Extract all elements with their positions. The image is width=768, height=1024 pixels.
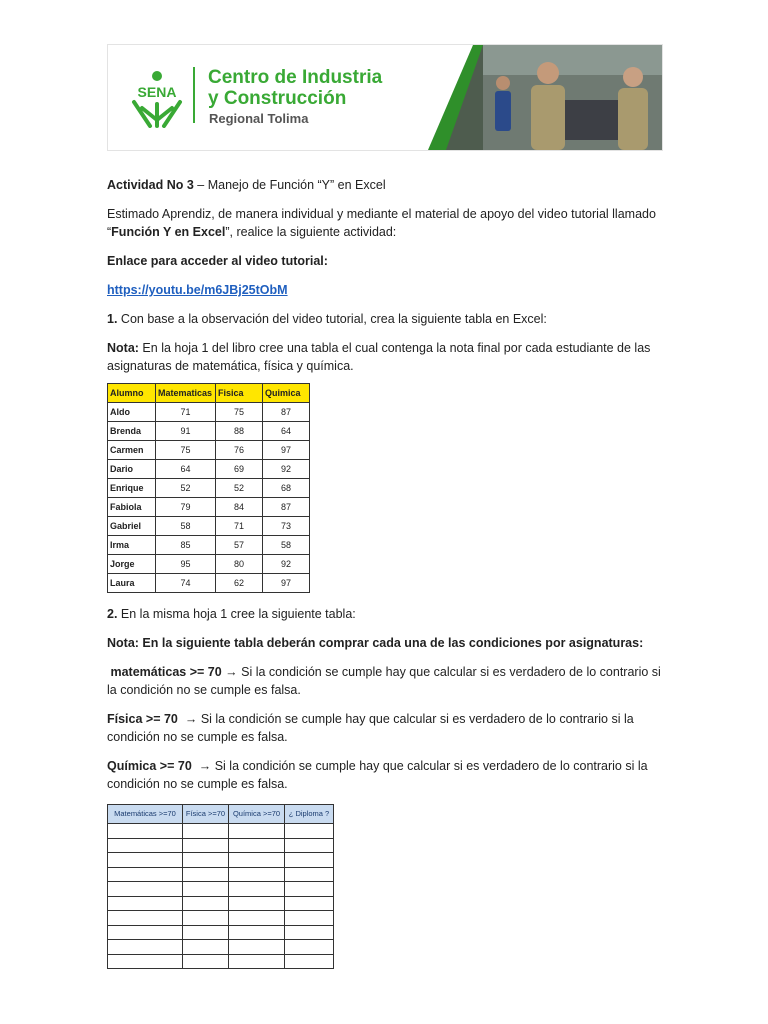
table-row — [108, 422, 310, 441]
empty-cell — [229, 838, 285, 853]
empty-cell — [229, 925, 285, 940]
table-row — [108, 824, 334, 839]
grade-cell: 74 — [156, 574, 216, 593]
grades-table — [107, 383, 310, 593]
col-header: Fisica — [216, 384, 263, 403]
table-row — [108, 925, 334, 940]
empty-cell — [285, 911, 334, 926]
empty-cell — [108, 867, 183, 882]
student-name: Fabiola — [108, 498, 156, 517]
activity-title: Actividad No 3 – Manejo de Función “Y” en Excel — [107, 178, 386, 192]
table-row — [108, 460, 310, 479]
grade-cell: 58 — [156, 517, 216, 536]
table-row — [108, 896, 334, 911]
empty-cell — [285, 925, 334, 940]
header-banner — [107, 44, 663, 151]
empty-cell — [108, 882, 183, 897]
condition-math: matemáticas >= 70 → Si la condición se cumple hay que calcular si es verdadero de lo contrario si la condición no se cumple es falsa. — [107, 665, 661, 697]
grade-cell: 87 — [263, 403, 310, 422]
empty-cell — [285, 867, 334, 882]
grade-cell: 52 — [156, 479, 216, 498]
grade-cell: 64 — [156, 460, 216, 479]
note-1: Nota: En la hoja 1 del libro cree una tabla el cual contenga la nota final por cada estudiante de las asignaturas de matemática, física y química. — [107, 341, 651, 373]
table-row — [108, 867, 334, 882]
empty-cell — [229, 954, 285, 969]
grade-cell: 95 — [156, 555, 216, 574]
empty-cell — [229, 911, 285, 926]
grade-cell: 84 — [216, 498, 263, 517]
empty-cell — [183, 954, 229, 969]
empty-cell — [108, 940, 183, 955]
conditions-table — [107, 804, 334, 969]
empty-cell — [183, 911, 229, 926]
grade-cell: 71 — [216, 517, 263, 536]
empty-cell — [229, 896, 285, 911]
table-row — [108, 574, 310, 593]
empty-cell — [108, 853, 183, 868]
regional-name: Regional Tolima — [209, 111, 309, 126]
empty-cell — [183, 925, 229, 940]
empty-cell — [183, 853, 229, 868]
student-name: Gabriel — [108, 517, 156, 536]
empty-cell — [183, 940, 229, 955]
video-link[interactable]: https://youtu.be/m6JBj25tObM — [107, 283, 288, 297]
table-row — [108, 838, 334, 853]
grade-cell: 80 — [216, 555, 263, 574]
student-name: Carmen — [108, 441, 156, 460]
center-name: Centro de Industria y Construcción — [208, 67, 383, 109]
grade-cell: 97 — [263, 574, 310, 593]
table-row — [108, 479, 310, 498]
table-row — [108, 911, 334, 926]
grade-cell: 52 — [216, 479, 263, 498]
header-divider — [193, 67, 195, 123]
table-row — [108, 517, 310, 536]
empty-cell — [183, 882, 229, 897]
step-1: 1. Con base a la observación del video tutorial, crea la siguiente tabla en Excel: — [107, 312, 547, 326]
document-body — [107, 176, 662, 969]
table-row — [108, 882, 334, 897]
grade-cell: 97 — [263, 441, 310, 460]
student-name: Brenda — [108, 422, 156, 441]
table-row — [108, 555, 310, 574]
empty-cell — [183, 838, 229, 853]
student-name: Irma — [108, 536, 156, 555]
col-header: ¿ Diploma ? — [285, 805, 334, 824]
table-row — [108, 403, 310, 422]
empty-cell — [229, 824, 285, 839]
condition-chemistry: Química >= 70 → Si la condición se cumple hay que calcular si es verdadero de lo contrario si la condición no se cumple es falsa. — [107, 759, 648, 791]
note-2: Nota: En la siguiente tabla deberán comprar cada una de las condiciones por asignaturas: — [107, 636, 644, 650]
grade-cell: 85 — [156, 536, 216, 555]
table-row — [108, 441, 310, 460]
student-name: Enrique — [108, 479, 156, 498]
student-name: Aldo — [108, 403, 156, 422]
grade-cell: 64 — [263, 422, 310, 441]
col-header: Matemáticas >=70 — [108, 805, 183, 824]
empty-cell — [285, 896, 334, 911]
grade-cell: 76 — [216, 441, 263, 460]
table-row — [108, 536, 310, 555]
student-name: Laura — [108, 574, 156, 593]
grade-cell: 69 — [216, 460, 263, 479]
grade-cell: 92 — [263, 555, 310, 574]
empty-cell — [285, 838, 334, 853]
grade-cell: 62 — [216, 574, 263, 593]
table-row — [108, 498, 310, 517]
sena-logo-icon — [128, 70, 186, 128]
grade-cell: 88 — [216, 422, 263, 441]
grade-cell: 71 — [156, 403, 216, 422]
empty-cell — [183, 867, 229, 882]
student-name: Dario — [108, 460, 156, 479]
grade-cell: 68 — [263, 479, 310, 498]
empty-cell — [183, 896, 229, 911]
col-header: Química >=70 — [229, 805, 285, 824]
empty-cell — [229, 882, 285, 897]
empty-cell — [285, 824, 334, 839]
table-row — [108, 954, 334, 969]
empty-cell — [229, 940, 285, 955]
empty-cell — [108, 838, 183, 853]
empty-cell — [108, 824, 183, 839]
grade-cell: 91 — [156, 422, 216, 441]
condition-physics: Física >= 70 → Si la condición se cumple hay que calcular si es verdadero de lo contrario si la condición no se cumple es falsa. — [107, 712, 634, 744]
link-label: Enlace para acceder al video tutorial: — [107, 254, 328, 268]
empty-cell — [108, 911, 183, 926]
grade-cell: 73 — [263, 517, 310, 536]
svg-text:SENA: SENA — [137, 84, 177, 100]
empty-cell — [108, 896, 183, 911]
grade-cell: 92 — [263, 460, 310, 479]
col-header: Física >=70 — [183, 805, 229, 824]
empty-cell — [285, 853, 334, 868]
empty-cell — [108, 925, 183, 940]
grade-cell: 57 — [216, 536, 263, 555]
intro-paragraph: Estimado Aprendiz, de manera individual y mediante el material de apoyo del video tutorial llamado “Función Y en Excel”, realice la siguiente actividad: — [107, 207, 656, 239]
workshop-photo — [428, 45, 662, 150]
table-row — [108, 853, 334, 868]
empty-cell — [183, 824, 229, 839]
grade-cell: 75 — [156, 441, 216, 460]
step-2: 2. En la misma hoja 1 cree la siguiente tabla: — [107, 607, 356, 621]
col-header: Alumno — [108, 384, 156, 403]
empty-cell — [285, 940, 334, 955]
grade-cell: 75 — [216, 403, 263, 422]
empty-cell — [229, 853, 285, 868]
empty-cell — [229, 867, 285, 882]
student-name: Jorge — [108, 555, 156, 574]
col-header: Quimica — [263, 384, 310, 403]
empty-cell — [285, 882, 334, 897]
col-header: Matematicas — [156, 384, 216, 403]
table-row — [108, 940, 334, 955]
grade-cell: 79 — [156, 498, 216, 517]
grade-cell: 87 — [263, 498, 310, 517]
empty-cell — [285, 954, 334, 969]
grade-cell: 58 — [263, 536, 310, 555]
empty-cell — [108, 954, 183, 969]
